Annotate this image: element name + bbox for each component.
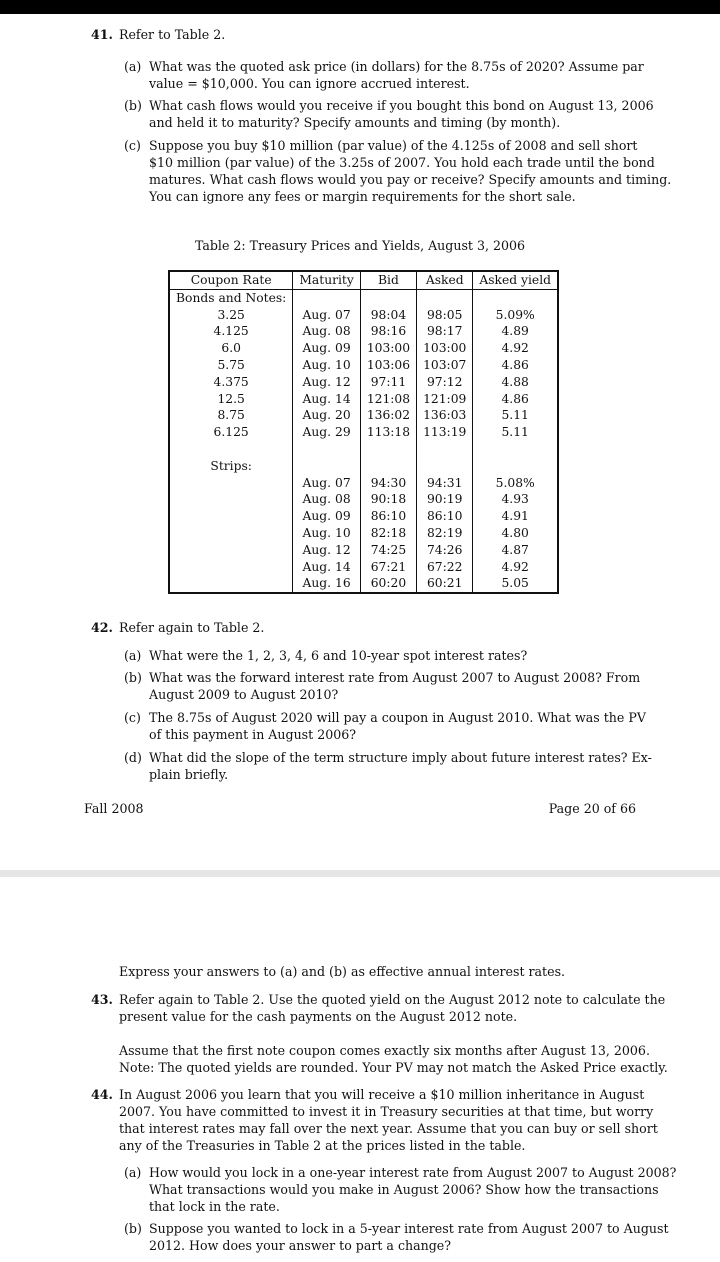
yield-cell: 4.93 [501,492,529,507]
q43-line1: Refer again to Table 2. Use the quoted yield on the August 2012 note to calculate the [119,992,666,1007]
yield-cell: 4.89 [501,324,529,339]
page-separator [0,870,720,877]
express-note: Express your answers to (a) and (b) as effective annual interest rates. [119,964,566,979]
bid-cell: 60:20 [360,575,416,593]
q43-number: 43. [91,992,113,1007]
q41c-label: (c) [124,138,141,153]
q41b-line2: and held it to maturity? Specify amounts and timing (by month). [149,115,561,130]
maturity-cell: Aug. 07 [293,475,360,492]
yield-cell: 4.87 [501,542,529,557]
q44b-label: (b) [124,1221,142,1236]
table-row [169,575,558,593]
table-row [169,424,558,441]
bid-cell: 67:21 [360,559,416,576]
table-row [169,307,558,324]
asked-cell: 103:07 [417,357,473,374]
treasury-table [168,270,559,594]
header-asked: Asked [417,271,473,289]
coupon-cell: 3.25 [169,307,293,324]
q41c-line3: matures. What cash flows would you pay or receive? Specify amounts and timing. [149,172,672,187]
coupon-cell: 6.0 [169,340,293,357]
asked-cell: 97:12 [417,374,473,391]
asked-cell: 98:05 [417,307,473,324]
q44b-line1: Suppose you wanted to lock in a 5-year interest rate from August 2007 to August [149,1221,669,1236]
bid-cell: 98:04 [360,307,416,324]
bid-cell: 86:10 [360,508,416,525]
bid-cell: 94:30 [360,475,416,492]
table-row [169,508,558,525]
q41b-line1: What cash flows would you receive if you bought this bond on August 13, 2006 [149,98,654,113]
table-row [169,357,558,374]
q42c-line2: of this payment in August 2006? [149,727,357,742]
q41c-line2: $10 million (par value) of the 3.25s of 2007. You hold each trade until the bond [149,155,655,170]
bid-cell: 103:06 [360,357,416,374]
asked-cell: 103:00 [417,340,473,357]
q41c-line4: You can ignore any fees or margin requirements for the short sale. [149,189,576,204]
bid-cell: 97:11 [360,374,416,391]
maturity-cell: Aug. 08 [293,491,360,508]
coupon-cell: 4.125 [169,323,293,340]
asked-cell: 86:10 [417,508,473,525]
maturity-cell: Aug. 10 [293,357,360,374]
q42c-label: (c) [124,710,141,725]
maturity-cell: Aug. 09 [293,340,360,357]
table-row [169,391,558,408]
yield-cell: 5.08% [495,475,535,490]
maturity-cell: Aug. 07 [293,307,360,324]
yield-cell: 4.80 [501,525,529,540]
bid-cell: 98:16 [360,323,416,340]
q44a-label: (a) [124,1165,142,1180]
bid-cell: 90:18 [360,491,416,508]
q42b-line2: August 2009 to August 2010? [149,687,339,702]
q42b-label: (b) [124,670,142,685]
table-row [169,407,558,424]
asked-cell: 113:19 [417,424,473,441]
maturity-cell: Aug. 14 [293,391,360,408]
maturity-cell: Aug. 09 [293,508,360,525]
q44-line3: that interest rates may fall over the next year. Assume that you can buy or sell short [119,1121,658,1136]
q44-line2: 2007. You have committed to invest it in Treasury securities at that time, but worry [119,1104,654,1119]
section-row [169,289,558,306]
yield-cell: 5.09% [495,307,535,322]
top-bar [0,0,720,14]
q41c-line1: Suppose you buy $10 million (par value) of the 4.125s of 2008 and sell short [149,138,638,153]
yield-cell: 4.86 [501,391,529,406]
asked-cell: 98:17 [417,323,473,340]
table-row [169,340,558,357]
q42d-line1: What did the slope of the term structure imply about future interest rates? Ex- [149,750,652,765]
maturity-cell: Aug. 29 [293,424,360,441]
q44-line1: In August 2006 you learn that you will receive a $10 million inheritance in August [119,1087,645,1102]
asked-cell: 60:21 [417,575,473,593]
table-row [169,475,558,492]
assume-line1: Assume that the first note coupon comes exactly six months after August 13, 2006. [119,1043,650,1058]
strips-label: Strips: [169,458,293,475]
q44a-line3: that lock in the rate. [149,1199,280,1214]
table-row [169,559,558,576]
asked-cell: 74:26 [417,542,473,559]
q42a-line1: What were the 1, 2, 3, 4, 6 and 10-year spot interest rates? [149,648,528,663]
table-row [169,323,558,340]
maturity-cell: Aug. 14 [293,559,360,576]
yield-cell: 4.91 [501,509,529,524]
bid-cell: 121:08 [360,391,416,408]
table-header-row [169,271,558,289]
footer-term: Fall 2008 [84,801,144,816]
header-coupon-rate: Coupon Rate [169,271,293,289]
maturity-cell: Aug. 12 [293,542,360,559]
coupon-cell: 6.125 [169,424,293,441]
table-row [169,374,558,391]
asked-cell: 82:19 [417,525,473,542]
q42d-label: (d) [124,750,142,765]
table-row [169,525,558,542]
q42b-line1: What was the forward interest rate from August 2007 to August 2008? From [149,670,641,685]
yield-cell: 5.05 [501,576,529,591]
q42c-line1: The 8.75s of August 2020 will pay a coupon in August 2010. What was the PV [149,710,646,725]
q41a-line2: value = $10,000. You can ignore accrued interest. [149,76,470,91]
q41b-label: (b) [124,98,142,113]
yield-cell: 4.86 [501,357,529,372]
q44-line4: any of the Treasuries in Table 2 at the prices listed in the table. [119,1138,526,1153]
maturity-cell: Aug. 16 [293,575,360,593]
footer-page-number: Page 20 of 66 [548,801,636,816]
section-row [169,458,558,475]
yield-cell: 4.88 [501,374,529,389]
table-row [169,542,558,559]
bid-cell: 74:25 [360,542,416,559]
asked-cell: 90:19 [417,491,473,508]
yield-cell: 5.11 [501,408,529,423]
header-maturity: Maturity [293,271,360,289]
maturity-cell: Aug. 08 [293,323,360,340]
q44a-line1: How would you lock in a one-year interest rate from August 2007 to August 2008? [149,1165,677,1180]
table-row [169,491,558,508]
bid-cell: 82:18 [360,525,416,542]
yield-cell: 4.92 [501,341,529,356]
q43-line2: present value for the cash payments on the August 2012 note. [119,1009,518,1024]
q42-number: 42. [91,620,113,635]
header-bid: Bid [360,271,416,289]
maturity-cell: Aug. 20 [293,407,360,424]
table-caption: Table 2: Treasury Prices and Yields, August 3, 2006 [194,238,526,253]
q44-number: 44. [91,1087,113,1102]
q44a-line2: What transactions would you make in August 2006? Show how the transactions [149,1182,659,1197]
coupon-cell: 4.375 [169,374,293,391]
q41-title: Refer to Table 2. [119,27,226,42]
assume-line2: Note: The quoted yields are rounded. Your PV may not match the Asked Price exactly. [119,1060,668,1075]
coupon-cell: 5.75 [169,357,293,374]
yield-cell: 5.11 [501,425,529,440]
bid-cell: 136:02 [360,407,416,424]
q41a-line1: What was the quoted ask price (in dollars) for the 8.75s of 2020? Assume par [149,59,644,74]
q42d-line2: plain briefly. [149,767,229,782]
bid-cell: 113:18 [360,424,416,441]
q41a-label: (a) [124,59,142,74]
coupon-cell: 12.5 [169,391,293,408]
asked-cell: 136:03 [417,407,473,424]
maturity-cell: Aug. 10 [293,525,360,542]
maturity-cell: Aug. 12 [293,374,360,391]
asked-cell: 94:31 [417,475,473,492]
spacer-row [169,441,558,458]
q42-title: Refer again to Table 2. [119,620,265,635]
yield-cell: 4.92 [501,559,529,574]
bonds-notes-label: Bonds and Notes: [169,289,293,306]
header-asked-yield: Asked yield [473,271,558,289]
q42a-label: (a) [124,648,142,663]
asked-cell: 121:09 [417,391,473,408]
coupon-cell: 8.75 [169,407,293,424]
bid-cell: 103:00 [360,340,416,357]
asked-cell: 67:22 [417,559,473,576]
q44b-line2: 2012. How does your answer to part a change? [149,1238,451,1253]
q41-number: 41. [91,27,113,42]
